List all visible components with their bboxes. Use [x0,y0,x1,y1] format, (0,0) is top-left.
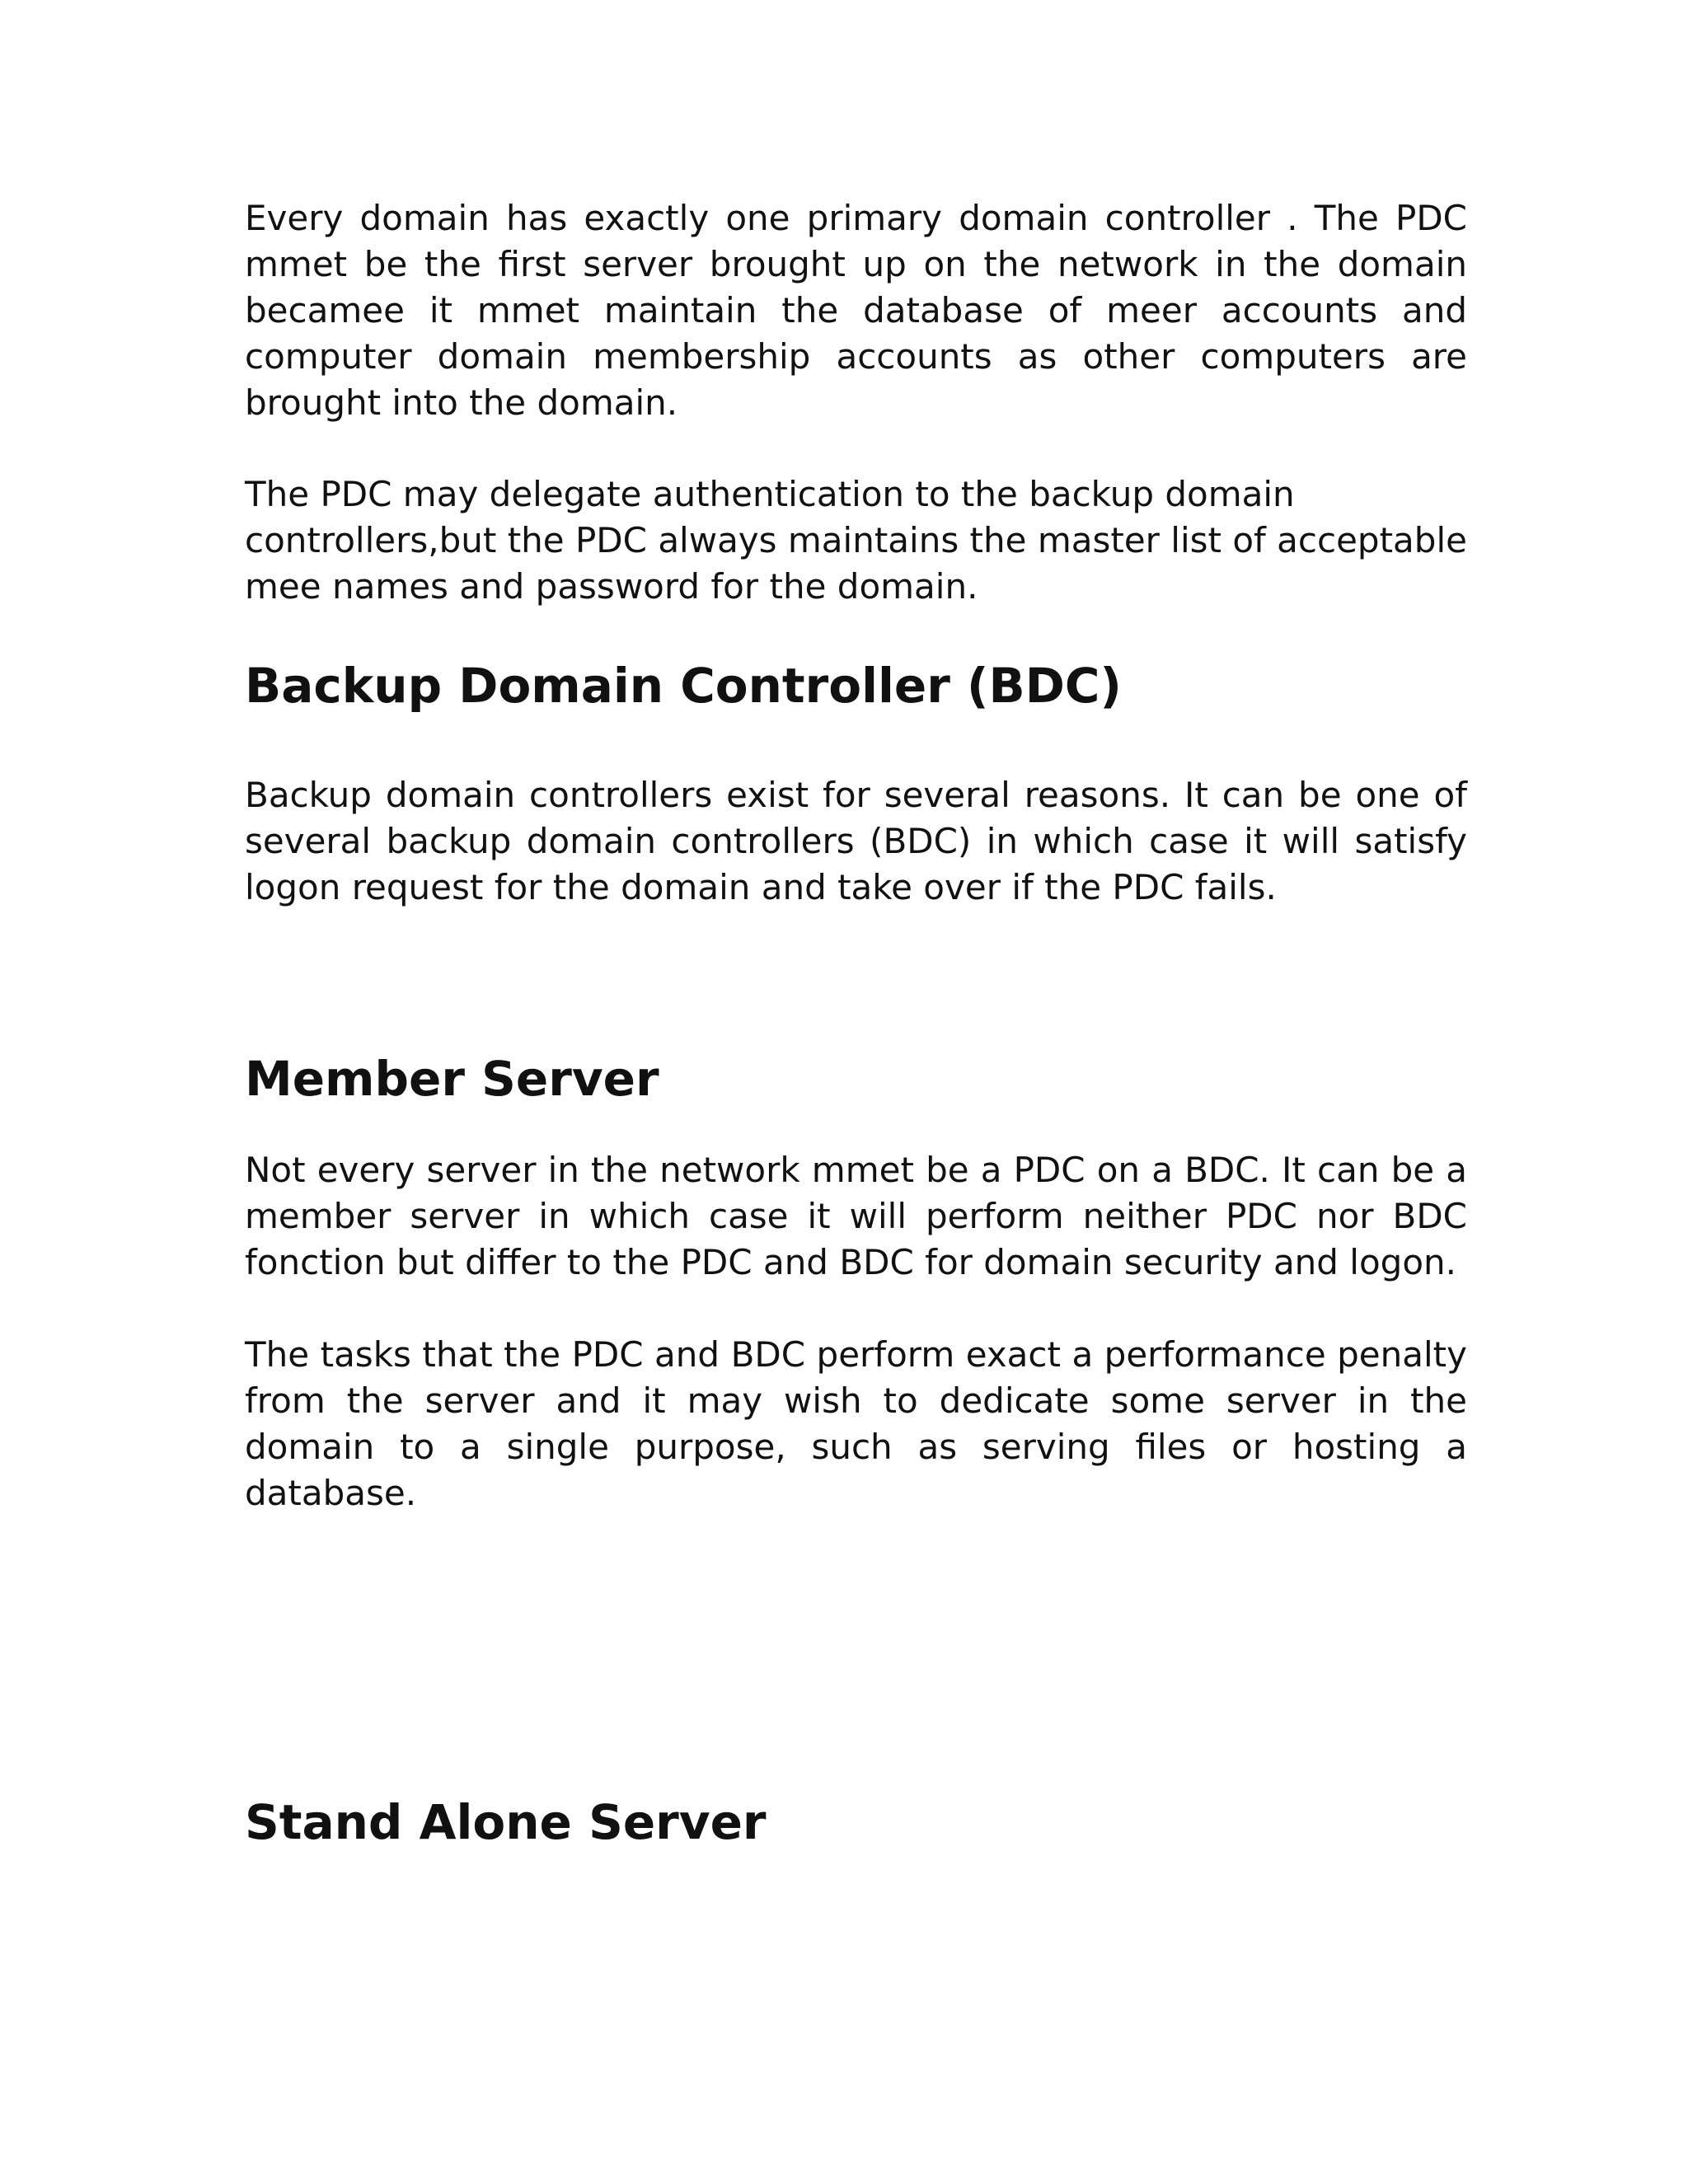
paragraph-line: controllers,but the PDC always maintains the master list of acceptable [245,520,1467,560]
paragraph-line: The PDC may delegate authentication to the backup domain [245,474,1295,514]
heading-member-server: Member Server [245,1051,659,1107]
paragraph-pdc-delegate [245,471,1467,610]
paragraph-line: mee names and password for the domain. [245,566,978,607]
paragraph-bdc-body: Backup domain controllers exist for several reasons. It can be one of several backup domain controllers (BDC) in which case it will satisfy logon request for the domain and take over if the PDC fails. [245,775,1467,907]
paragraph-member-body: Not every server in the network mmet be a PDC on a BDC. It can be a member server in which case it will perform neither PDC nor BDC fonction but differ to the PDC and BDC for domain security and logon. [245,1150,1467,1282]
heading-backup-domain-controller: Backup Domain Controller (BDC) [245,658,1122,714]
paragraph-member-tasks: The tasks that the PDC and BDC perform exact a performance penalty from the server and it may wish to dedicate some server in the domain to a single purpose, such as serving files or hosting a database. [245,1334,1467,1513]
heading-stand-alone-server: Stand Alone Server [245,1794,767,1850]
paragraph-pdc-intro: Every domain has exactly one primary domain controller . The PDC mmet be the first server brought up on the network in the domain becamee it mmet maintain the database of meer accounts and computer domain membership accounts as other computers are brought into the domain. [245,198,1467,423]
